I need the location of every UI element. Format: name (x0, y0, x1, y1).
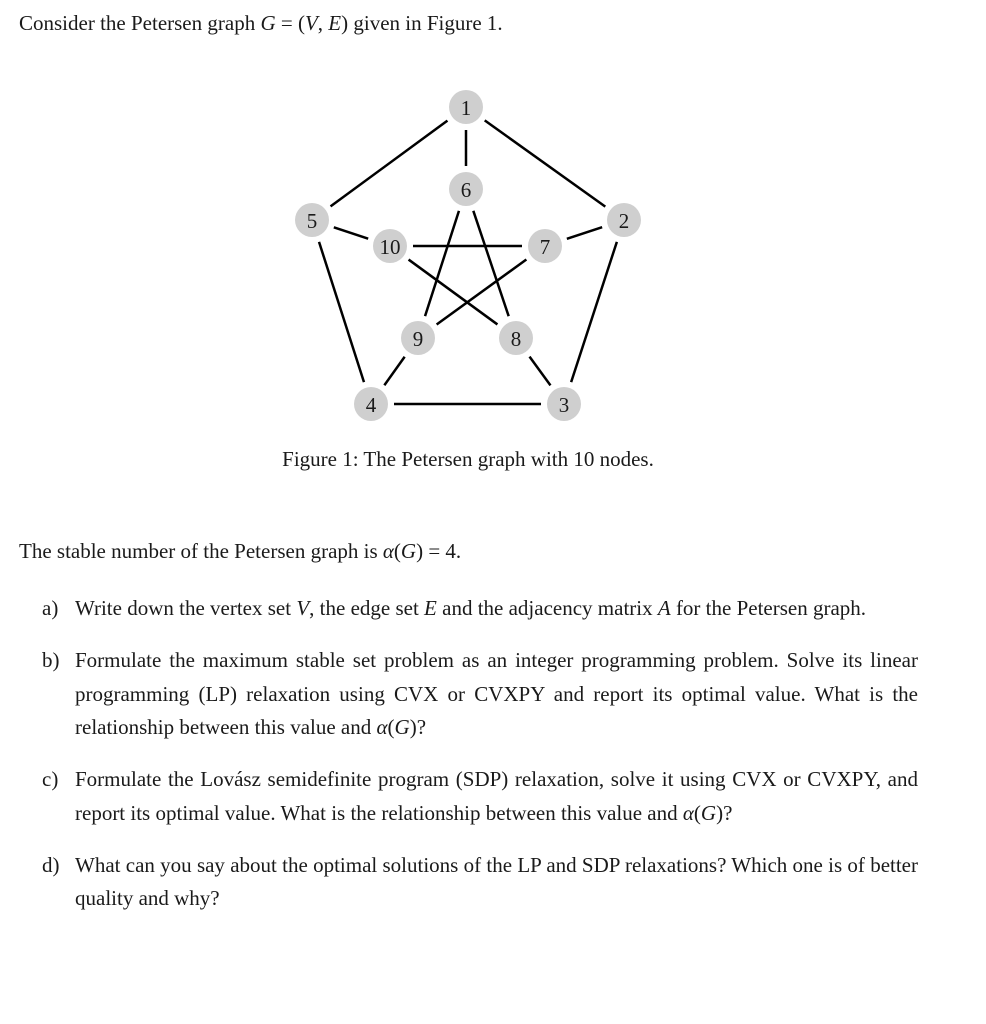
graph-nodes (295, 90, 641, 421)
graph-node-1 (449, 90, 483, 124)
question-text: Write down the vertex set (75, 596, 292, 620)
graph-edge-2-7 (567, 227, 602, 239)
graph-node-7 (528, 229, 562, 263)
math-g: G (260, 11, 276, 35)
math-e: E (424, 596, 437, 620)
graph-node-label: 3 (558, 393, 570, 417)
graph-node-8 (499, 321, 533, 355)
graph-node-9 (401, 321, 435, 355)
math-e: E (328, 11, 342, 35)
graph-node-4 (354, 387, 388, 421)
math-close: )? (409, 715, 427, 739)
graph-node-label: 8 (510, 327, 522, 351)
graph-node-6 (449, 172, 483, 206)
math-open: ( (693, 800, 701, 825)
graph-edge-4-5 (319, 242, 364, 382)
graph-node-label: 7 (539, 235, 551, 259)
question-text: Formulate the maximum stable set problem as an integer programming problem. Solve its linear programming (LP) relaxation using CVX or CVXPY and report its optimal value. What is the relationship between this value and (75, 648, 918, 739)
graph-edge-6-8 (473, 211, 508, 316)
question-text: , the edge set (309, 596, 419, 620)
question-label: c) (42, 767, 59, 791)
math-v: V (304, 11, 318, 35)
math-v: V (296, 596, 310, 620)
graph-node-label: 4 (365, 393, 377, 417)
question-b (42, 644, 918, 745)
math-a: A (657, 596, 671, 620)
intro-tail: ) given in Figure 1. (341, 11, 503, 35)
graph-edge-8-10 (409, 260, 498, 325)
math-open: ( (393, 539, 401, 563)
stable-text: The stable number of the Petersen graph is (19, 539, 378, 563)
question-label: d) (42, 852, 60, 877)
graph-node-label: 10 (379, 235, 401, 259)
graph-node-3 (547, 387, 581, 421)
graph-node-2 (607, 203, 641, 237)
graph-node-5 (295, 203, 329, 237)
math-alpha: α (682, 800, 694, 825)
graph-edges (319, 120, 617, 404)
question-list (42, 592, 918, 934)
figure-caption: Figure 1: The Petersen graph with 10 nodes. (282, 447, 654, 471)
graph-node-label: 1 (460, 96, 472, 120)
graph-node-label: 5 (306, 209, 318, 233)
graph-node-label: 9 (412, 327, 424, 351)
math-comma: , (317, 11, 329, 35)
math-g: G (394, 715, 410, 739)
question-text: and the adjacency matrix (442, 596, 653, 620)
graph-edge-2-3 (571, 242, 617, 382)
graph-edge-9-6 (425, 211, 459, 316)
math-close: ) = 4. (416, 539, 462, 563)
math-close: )? (716, 800, 733, 825)
stable-number-statement (19, 536, 461, 566)
graph-edge-1-2 (485, 120, 606, 206)
math-equals: = ( (275, 11, 305, 35)
graph-edge-5-1 (331, 121, 448, 207)
question-text: Formulate the Lovász semidefinite program (SDP) relaxation, solve it using CVX or CVXPY, and report its optimal value. What is the relationship between this value and (75, 767, 918, 825)
math-g: G (700, 800, 717, 825)
question-a (42, 592, 918, 626)
question-d (42, 849, 918, 916)
graph-edge-4-9 (384, 357, 404, 386)
graph-node-label: 6 (460, 178, 472, 202)
intro-text: Consider the Petersen graph (19, 11, 256, 35)
graph-edge-3-8 (530, 357, 551, 386)
graph-edge-7-9 (437, 259, 527, 324)
graph-node-label: 2 (618, 209, 630, 233)
petersen-graph-figure (0, 0, 986, 440)
question-text: for the Petersen graph. (675, 596, 867, 620)
math-alpha: α (382, 539, 394, 563)
math-open: ( (387, 715, 395, 739)
question-label: a) (42, 596, 59, 620)
question-label: b) (42, 648, 60, 672)
question-text: What can you say about the optimal solutions of the LP and SDP relaxations? Which one is of better quality and why? (75, 852, 918, 910)
math-alpha: α (376, 715, 388, 739)
graph-edge-5-10 (334, 227, 368, 238)
graph-node-10 (373, 229, 407, 263)
question-c (42, 763, 918, 830)
math-g: G (400, 539, 417, 563)
